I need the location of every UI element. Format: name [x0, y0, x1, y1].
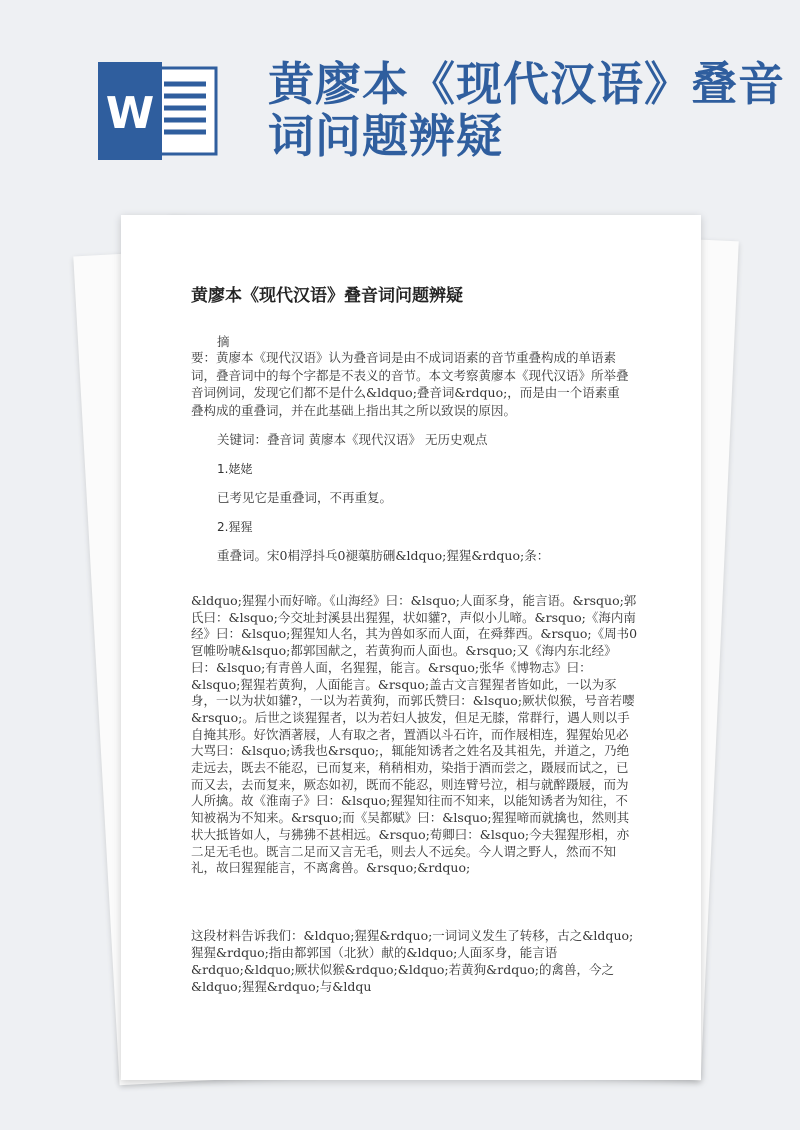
word-document-icon [98, 62, 218, 160]
document-page [121, 215, 701, 1080]
section-heading-1: 1.姥姥 [217, 462, 253, 476]
quoted-passage: &ldquo;猩猩小而好啼。《山海经》曰：&lsquo;人面豕身，能言语。&rsquo;郭氏曰：&lsquo;今交址封溪县出猩猩，状如貛?，声似小儿啼。&rsquo;《海内南经》曰：&lsquo;猩猩知人名，其为兽如豕而人面，在舜葬西。&rsquo;《周书0冟帷吩唬&lsquo;都郭国献之，若黄狗而人面也。&rsquo;又《海内东北经》曰：&lsquo;有青兽人面，名猩猩，能言。&rsquo;张华《博物志》曰：&lsquo;猩猩若黄狗，人面能言。&rsquo;盖古文言猩猩者皆如此，一以为豕身，一以为状如貛?，一以为若黄狗，而郭氏赞曰：&lsquo;厥状似猴，号音若嘤&rsquo;。后世之谈猩猩者，以为若妇人披发，但足无膝，常群行，遇人则以手自掩其形。好饮酒著屐，人有取之者，置酒以斗石许，而作屐相连，猩猩始见必大骂曰：&lsquo;诱我也&rsquo;，辄能知诱者之姓名及其祖先，并道之，乃绝走远去，既去不能忍，已而复来，稍稍相劝，染指于酒而尝之，蹑屐而试之，已而又去，去而复来，厥态如初，既而不能忍，则连臂号泣，相与就醉蹑屐，而为人所擒。故《淮南子》曰：&lsquo;猩猩知往而不知来，以能知诱者为知往，不知被祸为不知来。&rsquo;而《吴都赋》曰：&lsquo;猩猩啼而就擒也，然则其状大抵皆如人，与狒狒不甚相远。&rsquo;荀卿曰：&lsquo;今夫猩猩形相，亦二足无毛也。既言二足而又言无毛，则去人不远矣。今人谓之野人，然而不知礼，故曰猩猩能言，不离禽兽。&rsquo;&rdquo; [191, 593, 638, 876]
section-text-2: 重叠词。宋0梋浮抖乓0褪蕖肪硎&ldquo;猩猩&rdquo;条： [217, 548, 550, 563]
abstract-text: 要：黄廖本《现代汉语》认为叠音词是由不成词语素的音节重叠构成的单语素词，叠音词中的每个字都是不表义的音节。本文考察黄廖本《现代汉语》所举叠音词例词，发现它们都不是什么&ldquo;叠音词&rdquo;，而是由一个语素重叠构成的重叠词，并在此基础上指出其之所以致误的原因。 [191, 350, 629, 418]
keywords: 关键词：叠音词 黄廖本《现代汉语》 无历史观点 [217, 432, 488, 447]
page-title: 黄廖本《现代汉语》叠音词问题辨疑 [268, 57, 785, 163]
section-text-1: 已考见它是重叠词，不再重复。 [217, 490, 393, 505]
summary-paragraph: 这段材料告诉我们：&ldquo;猩猩&rdquo;一词词义发生了转移，古之&ldquo;猩猩&rdquo;指由都郭国（北狄）献的&ldquo;人面豕身，能言语&rdquo;&ldquo;厥状似猴&rdquo;&ldquo;若黄狗&rdquo;的禽兽，今之&ldquo;猩猩&rdquo;与&ldqu [191, 928, 634, 994]
document-title: 黄廖本《现代汉语》叠音词问题辨疑 [191, 286, 463, 306]
abstract-label: 摘 [217, 334, 230, 349]
svg-text:W: W [105, 88, 155, 139]
header [0, 0, 800, 200]
section-heading-2: 2.猩猩 [217, 520, 253, 534]
